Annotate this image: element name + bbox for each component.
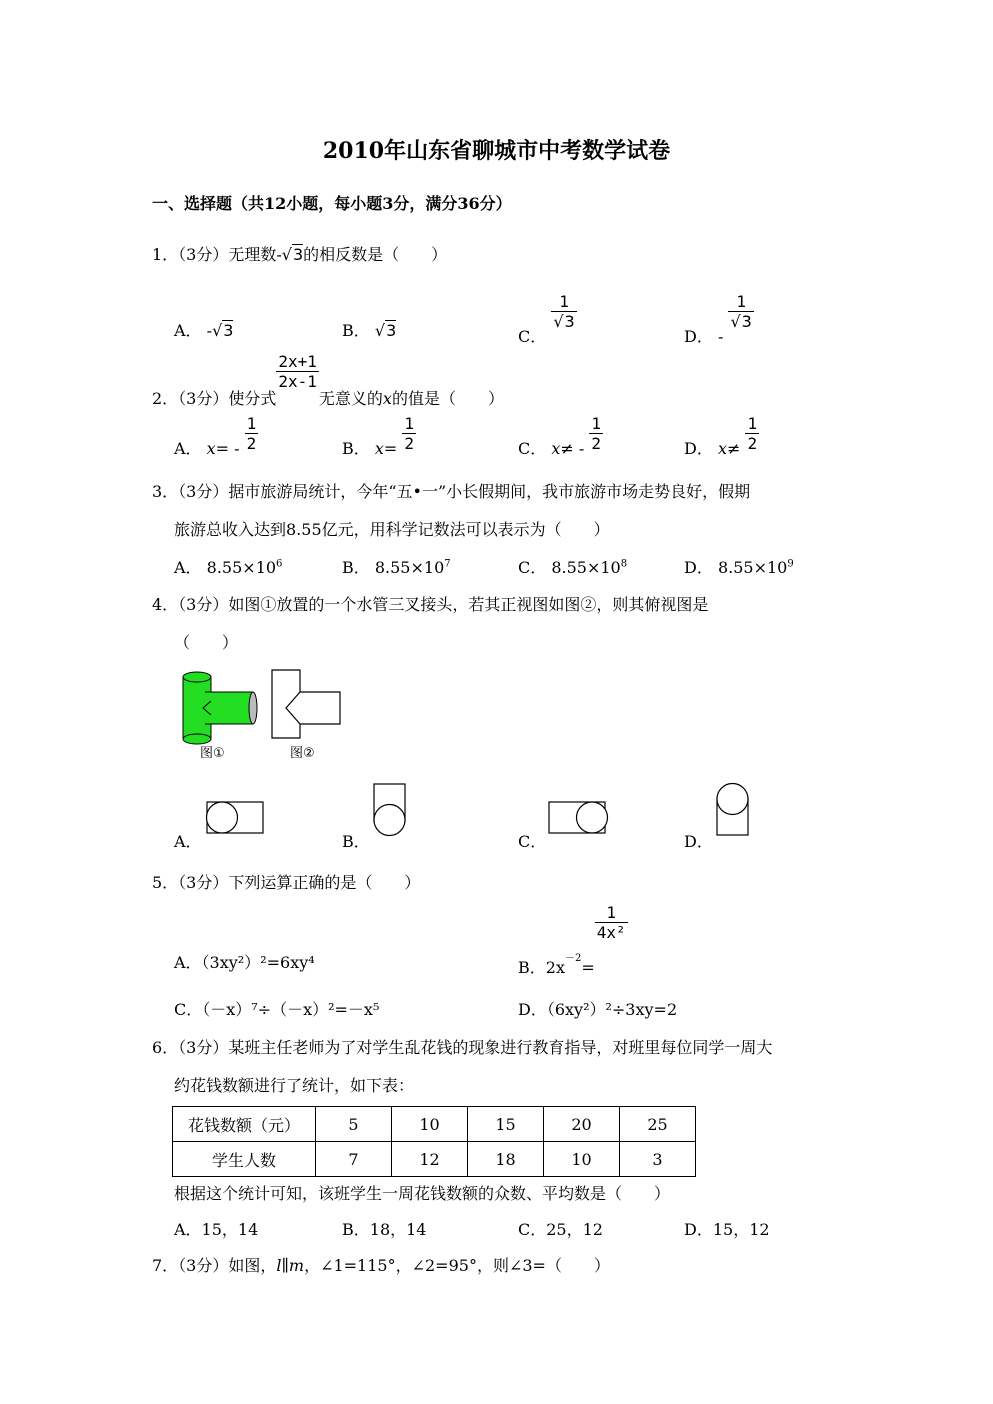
question-2-stem [152, 352, 504, 408]
option-text: B．2x [518, 958, 565, 977]
exponent: 7 [444, 558, 451, 570]
option-label: C． [518, 558, 547, 577]
minus: - [717, 327, 724, 346]
option-label: A． [174, 558, 202, 577]
q3-option-d[interactable] [684, 555, 794, 578]
question-6-line3: 根据这个统计可知，该班学生一周花钱数额的众数、平均数是（ ） [174, 1184, 671, 1203]
fraction [595, 903, 628, 942]
q2-stem-post: 无意义的 [318, 389, 383, 408]
denominator: 2 [591, 434, 601, 453]
option-label: A． [174, 439, 202, 458]
line-m: m [288, 1256, 305, 1275]
q1-minus: - [276, 245, 282, 264]
option-label: D． [684, 439, 713, 458]
denominator: √3 [730, 312, 752, 331]
table-header-cell: 花钱数额（元） [173, 1107, 316, 1142]
radicand: 3 [223, 321, 234, 340]
numerator: 1 [559, 292, 569, 311]
q4-option-c[interactable]: C． [518, 832, 547, 851]
top-view-b [370, 782, 410, 840]
denominator: 4x² [596, 923, 626, 942]
numerator: 1 [591, 414, 601, 433]
q5-option-d[interactable]: D．（6xy²）²÷3xy=2 [518, 1000, 678, 1019]
question-6-line1: 6．（3分）某班主任老师为了对学生乱花钱的现象进行教育指导，对班里每位同学一周大 [152, 1038, 773, 1057]
fraction-half [245, 414, 259, 453]
option-text: x= [374, 439, 398, 458]
top-view-d [713, 780, 753, 838]
numerator: 1 [246, 414, 257, 433]
numerator: 1 [747, 414, 758, 433]
table-cell: 7 [316, 1142, 392, 1177]
figure-2-label: 图② [290, 746, 315, 761]
table-cell: 5 [316, 1107, 392, 1142]
exponent: －2 [564, 952, 582, 964]
q2-option-b[interactable] [342, 414, 416, 458]
q4-option-d[interactable]: D． [684, 832, 713, 851]
table-cell: 25 [620, 1107, 696, 1142]
question-5-stem: 5．（3分）下列运算正确的是（ ） [152, 873, 421, 892]
numerator: 2x+1 [278, 352, 317, 371]
sqrt3: √3 [281, 245, 304, 264]
radicand: 3 [564, 312, 575, 331]
option-label: A． [174, 321, 202, 340]
top-view-a [203, 800, 267, 836]
q4-option-b[interactable]: B． [342, 832, 370, 851]
table-row [173, 1107, 696, 1142]
q6-option-a[interactable]: A．15，14 [174, 1220, 259, 1239]
q7-post: ，∠1=115°，∠2=95°，则∠3=（ ） [304, 1256, 610, 1275]
q2-option-c[interactable] [518, 414, 603, 458]
question-6-line2: 约花钱数额进行了统计，如下表： [174, 1076, 415, 1095]
radicand: 3 [741, 312, 752, 331]
fraction-half [402, 414, 416, 453]
question-4-line2: （ ） [174, 633, 239, 652]
option-base: 8.55×10 [206, 558, 277, 577]
option-label: C． [518, 439, 547, 458]
q3-option-c[interactable] [518, 555, 627, 578]
section-heading: 一、选择题（共12小题，每小题3分，满分36分） [152, 194, 512, 213]
denominator: √3 [553, 312, 575, 331]
fraction-half [589, 414, 603, 453]
radicand: 3 [386, 321, 397, 340]
question-3-line2: 旅游总收入达到8.55亿元，用科学记数法可以表示为（ ） [174, 520, 610, 539]
exponent: 9 [787, 558, 794, 570]
q6-option-b[interactable]: B．18，14 [342, 1220, 427, 1239]
option-label: B． [342, 321, 370, 340]
option-base: 8.55×10 [551, 558, 621, 577]
table-cell: 18 [468, 1142, 544, 1177]
minus: - [206, 321, 213, 340]
q3-option-a[interactable] [174, 555, 282, 578]
denominator: 2 [747, 434, 758, 453]
parallel-symbol: ∥ [281, 1256, 289, 1275]
question-3-line1: 3．（3分）据市旅游局统计，今年“五•一”小长假期间，我市旅游市场走势良好，假期 [152, 482, 751, 501]
exponent: 8 [620, 558, 628, 570]
fraction [551, 292, 576, 331]
spending-table [172, 1106, 696, 1177]
exponent: 6 [276, 558, 283, 570]
option-base: 8.55×10 [374, 558, 445, 577]
q1-option-d[interactable] [684, 292, 754, 346]
table-row [173, 1142, 696, 1177]
q6-option-d[interactable]: D．15，12 [684, 1220, 770, 1239]
question-1-stem [152, 242, 447, 265]
q1-stem-post: 的相反数是（ ） [303, 245, 448, 264]
q1-option-b[interactable] [342, 318, 396, 341]
option-text: x≠ [717, 439, 741, 458]
fraction [728, 292, 753, 331]
table-cell: 15 [468, 1107, 544, 1142]
front-view-figure [270, 668, 345, 743]
option-text: x≠ - [551, 439, 585, 458]
option-label: B． [342, 439, 370, 458]
option-label: B． [342, 558, 370, 577]
q2-option-a[interactable] [174, 414, 258, 458]
table-cell: 10 [544, 1142, 620, 1177]
var-x: x [382, 389, 392, 408]
q2-stem-end: 的值是（ ） [391, 389, 504, 408]
question-7-stem [152, 1253, 610, 1276]
option-text: x= - [206, 439, 240, 458]
radicand: 3 [292, 245, 304, 264]
equals: = [581, 958, 595, 977]
question-4-line1: 4．（3分）如图①放置的一个水管三叉接头，若其正视图如图②，则其俯视图是 [152, 595, 709, 614]
table-header-cell: 学生人数 [173, 1142, 316, 1177]
numerator: 1 [404, 414, 415, 433]
denominator: 2x-1 [278, 372, 317, 391]
table-cell: 20 [544, 1107, 620, 1142]
option-base: 8.55×10 [717, 558, 788, 577]
page-title: 2010年山东省聊城市中考数学试卷 [322, 138, 671, 164]
top-view-c [545, 800, 613, 836]
sqrt3: √3 [374, 321, 397, 340]
q1-option-a[interactable] [174, 318, 233, 341]
q1-option-c[interactable] [518, 292, 577, 346]
option-label: D． [684, 327, 713, 346]
option-label: C． [518, 327, 547, 346]
q7-pre: 7．（3分）如图， [152, 1256, 277, 1275]
q6-option-c[interactable]: C．25，12 [518, 1220, 603, 1239]
q2-stem-pre: 2．（3分）使分式 [152, 389, 277, 408]
q3-option-b[interactable] [342, 555, 451, 578]
denominator: 2 [246, 434, 257, 453]
table-cell: 12 [392, 1142, 468, 1177]
denominator: 2 [404, 434, 415, 453]
q5-option-c[interactable]: C．（－x）⁷÷（－x）²=－x⁵ [174, 1000, 380, 1019]
sqrt3: √3 [212, 321, 234, 340]
q4-option-a[interactable]: A． [174, 832, 202, 851]
q5-option-a[interactable]: A．（3xy²）²=6xy⁴ [174, 953, 315, 972]
figure-1-label: 图① [200, 746, 225, 761]
numerator: 1 [736, 292, 746, 311]
table-cell: 10 [392, 1107, 468, 1142]
fraction-half [745, 414, 759, 453]
q2-option-d[interactable] [684, 414, 759, 458]
fraction-2x [276, 352, 319, 391]
table-cell: 3 [620, 1142, 696, 1177]
line-l: l [276, 1256, 282, 1275]
q1-stem-pre: 1．（3分）无理数 [152, 245, 277, 264]
numerator: 1 [606, 903, 617, 922]
option-label: D． [684, 558, 713, 577]
q5-option-b[interactable] [518, 903, 628, 977]
